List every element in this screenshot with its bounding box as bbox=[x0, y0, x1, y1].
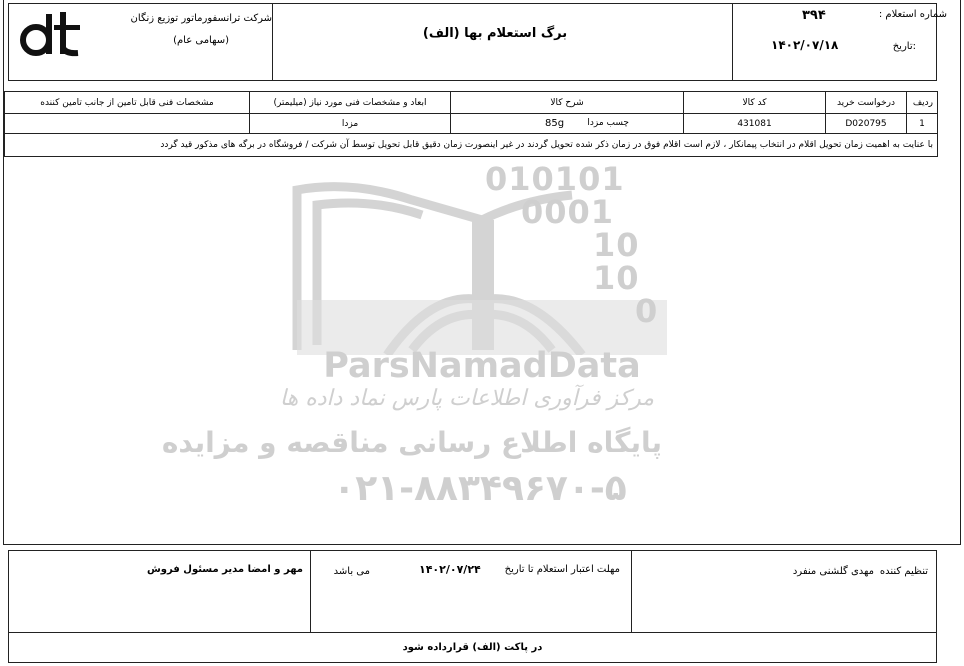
header-divider bbox=[732, 4, 733, 80]
cell-description bbox=[451, 114, 684, 134]
table-row bbox=[5, 114, 938, 134]
items-table bbox=[4, 91, 938, 157]
cell-row-number: 1 bbox=[907, 114, 938, 134]
watermark-digits-line: 010101 bbox=[485, 160, 625, 198]
footer-separator bbox=[8, 632, 937, 633]
item-description: چسب مزدا bbox=[587, 118, 629, 128]
watermark-digits bbox=[485, 160, 659, 330]
prepared-by-name: مهدی گلشنی منفرد bbox=[792, 566, 874, 577]
company-name: شرکت ترانسفورماتور توزیع زنگان bbox=[130, 13, 272, 24]
item-quantity: 85g bbox=[545, 118, 565, 129]
col-header-specs: ابعاد و مشخصات فنی مورد نیاز (میلیمتر) bbox=[250, 92, 451, 114]
inquiry-number: ۳۹۴ bbox=[802, 8, 826, 23]
validity-date: ۱۴۰۲/۰۷/۲۴ bbox=[419, 563, 481, 576]
date-label: تاریخ: bbox=[892, 41, 916, 52]
watermark-digits-line: 10 bbox=[593, 259, 640, 297]
inquiry-number-label: شماره استعلام : bbox=[878, 9, 947, 20]
envelope-note: در پاکت (الف) قرارداده شود bbox=[402, 642, 543, 653]
watermark-brand: ParsNamadData bbox=[323, 346, 641, 386]
date-value: ۱۴۰۲/۰۷/۱۸ bbox=[771, 38, 839, 52]
watermark-line2: پایگاه اطلاع رسانی مناقصه و مزایده bbox=[161, 426, 662, 459]
company-type: (سهامی عام) bbox=[173, 35, 229, 46]
cell-specs: مزدا bbox=[250, 114, 451, 134]
page-frame-left bbox=[3, 0, 4, 545]
header-divider bbox=[272, 4, 273, 80]
validity-suffix: می باشد bbox=[333, 566, 370, 577]
col-header-row-number: ردیف bbox=[907, 92, 938, 114]
watermark-digits-line: 10 bbox=[593, 226, 640, 264]
watermark-digits-line: 0 bbox=[635, 292, 659, 330]
form-title: برگ استعلام بها (الف) bbox=[422, 26, 568, 41]
col-header-description: شرح کالا bbox=[451, 92, 684, 114]
col-header-item-code: کد کالا bbox=[684, 92, 826, 114]
prepared-by-label: تنظیم کننده bbox=[879, 566, 928, 577]
footer-divider bbox=[310, 550, 311, 633]
note-row bbox=[5, 134, 938, 157]
watermark-line1: مرکز فرآوری اطلاعات پارس نماد داده ها bbox=[279, 386, 655, 411]
table-header-row bbox=[5, 92, 938, 114]
col-header-supplier-specs: مشخصات فنی قابل تامین از جانب تامین کننده bbox=[5, 92, 250, 114]
page-frame-bottom bbox=[3, 544, 961, 545]
delivery-note: با عنایت به اهمیت زمان تحویل اقلام در انتخاب پیمانکار ، لازم است اقلام فوق در زمان ذکر شده تحویل گردند در غیر اینصورت زمان دقیق قابل تحویل توسط آن شرکت / فروشگاه در برگه های مذکور قید گردد bbox=[5, 134, 938, 157]
page-frame-right bbox=[960, 0, 961, 545]
cell-purchase-request: D020795 bbox=[826, 114, 907, 134]
footer-divider bbox=[631, 550, 632, 633]
cell-supplier-specs bbox=[5, 114, 250, 134]
cell-item-code: 431081 bbox=[684, 114, 826, 134]
col-header-purchase-request: درخواست خرید bbox=[826, 92, 907, 114]
signature-label: مهر و امضا مدیر مسئول فروش bbox=[147, 564, 303, 575]
company-logo bbox=[16, 8, 86, 60]
watermark-phone: ۰۲۱-۸۸۳۴۹۶۷۰-۵ bbox=[333, 468, 627, 509]
validity-label: مهلت اعتبار استعلام تا تاریخ bbox=[504, 564, 620, 575]
watermark-digits-line: 0001 bbox=[521, 193, 615, 231]
